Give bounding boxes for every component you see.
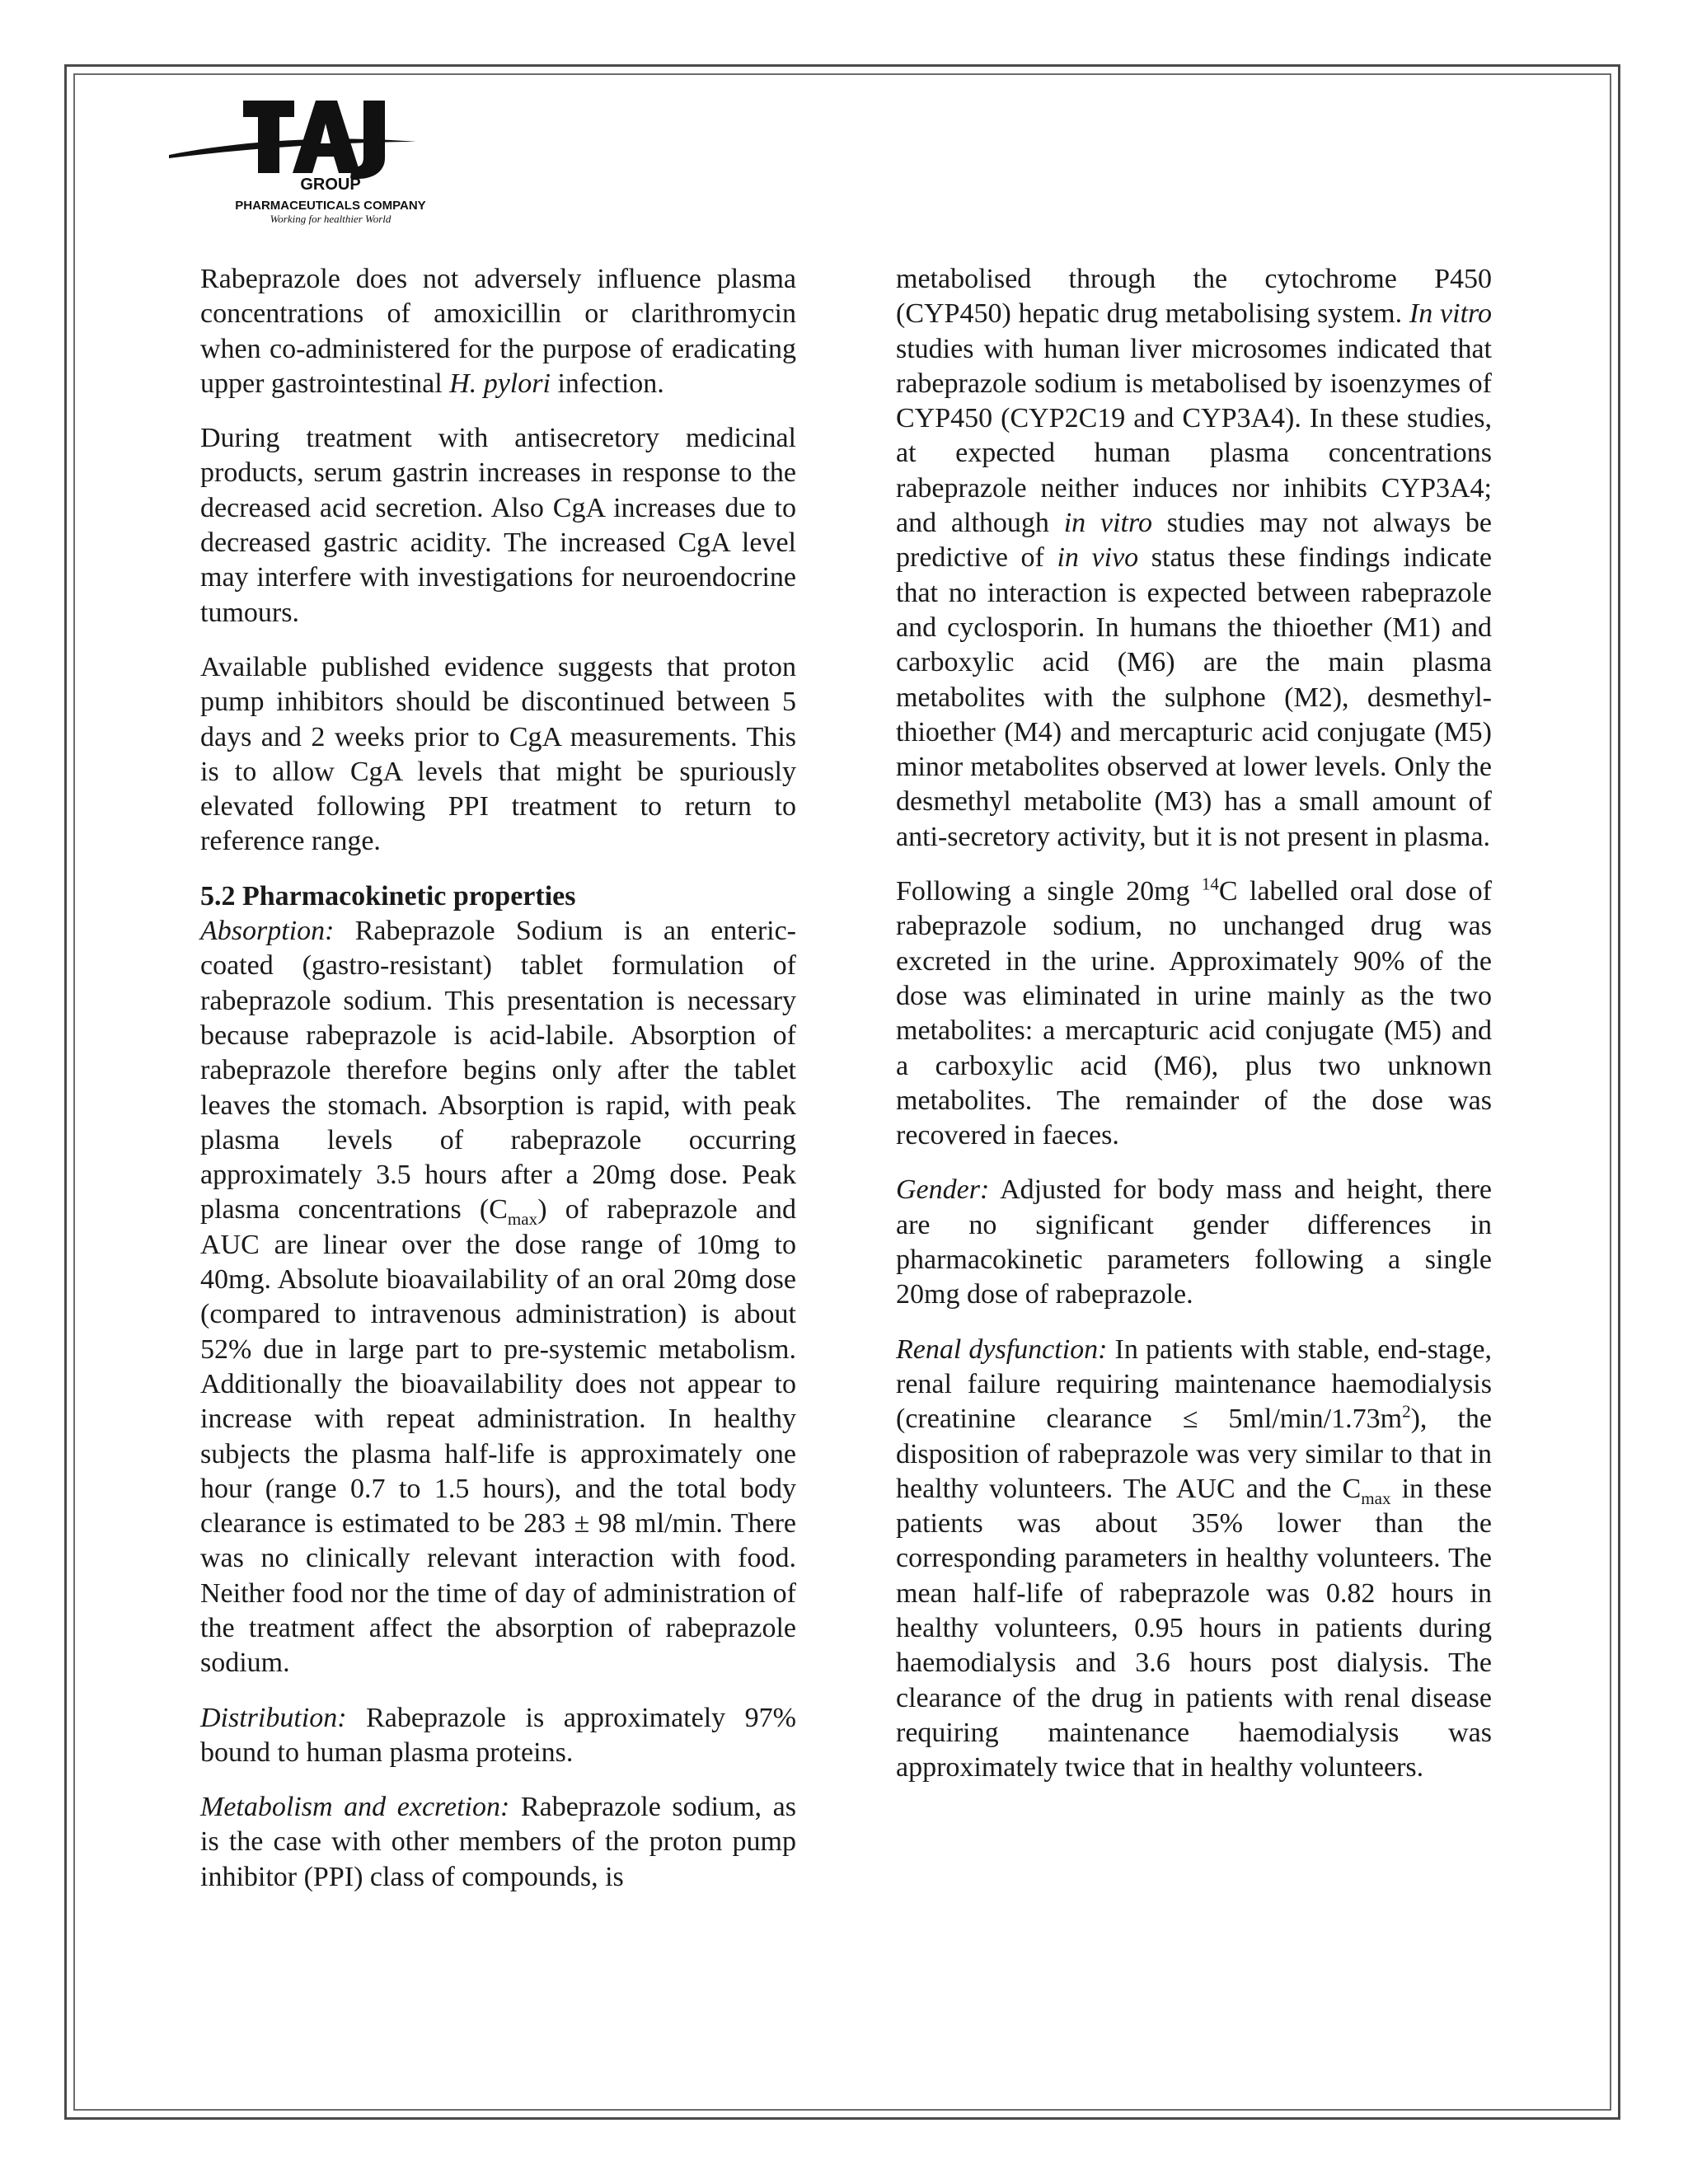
paragraph-renal: Renal dysfunction: In patients with stable, end-stage, renal failure requiring maintenance haemodialysis (creatinine clearance ≤ $5ml/\min/1.73m^2$), the disposition of rabeprazole was very similar to that in healthy volunteers. The AUC and the $C_{max}$ in these patients was about 35% lower than the corresponding parameters in healthy volunteers. The mean half-life of rabeprazole was 0.82 hours in healthy volunteers, 0.95 hours in patients during haemodialysis and 3.6 hours post dialysis. The clearance of the drug in patients with renal disease requiring maintenance haemodialysis was approximately twice that in healthy volunteers. (896, 1333, 1493, 1783)
paragraph-amoxicillin: Rabeprazole does not adversely influence plasma concentrations of amoxicillin or clarithromycin when co-administered for the purpose of eradicating upper gastrointestinal H. pylori infection. (200, 264, 796, 399)
paragraph-gastrin: During treatment with antisecretory medicinal products, serum gastrin increases in response to the decreased acid secretion. Also CgA increases due to decreased gastric acidity. The increased CgA level may interfere with investigations for neuroendocrine tumours. (200, 423, 796, 628)
paragraph-distribution: Distribution: Rabeprazole is approximately 97% bound to human plasma proteins. (200, 1702, 796, 1768)
paragraph-cga: Available published evidence suggests that proton pump inhibitors should be discontinued between 5 days and 2 weeks prior to CgA measurements. This is to allow CgA levels that might be spuriously elevated following PPI treatment to return to reference range. (200, 651, 796, 857)
paragraph-absorption: Absorption: Rabeprazole Sodium is an enteric-coated (gastro-resistant) tablet formulation of rabeprazole sodium. This presentation is necessary because rabeprazole is acid-labile. Absorption of rabeprazole therefore begins only after the tablet leaves the stomach. Absorption is rapid, with peak plasma levels of rabeprazole occurring approximately 3.5 hours after a 20mg dose. Peak plasma concentrations $(C_{max})$ of rabeprazole and AUC are linear over the dose range of 10mg to 40mg. Absolute bioavailability of an oral 20mg dose (compared to intravenous administration) is about 52% due in large part to pre-systemic metabolism. Additionally the bioavailability does not appear to increase with repeat administration. In healthy subjects the plasma half-life is approximately one hour (range 0.7 to 1.5 hours), and the total body clearance is estimated to be 283 ± 98 ml/min. There was no clinically relevant interaction with food. Neither food nor the time of day of administration of the treatment affect the absorption of rabeprazole sodium. (200, 916, 796, 1679)
left-column (200, 262, 796, 1895)
paragraph-metabolism: Metabolism and excretion: Rabeprazole sodium, as is the case with other members of the proton pump inhibitor (PPI) class of compounds, is (200, 1792, 796, 1892)
logo-company-text: PHARMACEUTICALS COMPANY (235, 199, 426, 213)
section-heading: 5.2 Pharmacokinetic properties (200, 880, 576, 912)
logo-tagline-text: Working for healthier World (270, 213, 392, 225)
logo-group-text: GROUP (300, 176, 361, 194)
company-logo (169, 92, 482, 232)
right-column (896, 262, 1492, 1785)
paragraph-gender: Gender: Adjusted for body mass and height, there are no significant gender differences in pharmacokinetic parameters following a single 20mg dose of rabeprazole. (896, 1174, 1492, 1310)
paragraph-cyp450: metabolised through the cytochrome P450 (CYP450) hepatic drug metabolising system. In vitro studies with human liver microsomes indicated that rabeprazole sodium is metabolised by isoenzymes of CYP450 (CYP2C19 and CYP3A4). In these studies, at expected human plasma concentrations rabeprazole neither induces nor inhibits CYP3A4; and although in vitro studies may not always be predictive of in vivo status these findings indicate that no interaction is expected between rabeprazole and cyclosporin. In humans the thioether (M1) and carboxylic acid (M6) are the main plasma metabolites with the sulphone (M2), desmethyl-thioether (M4) and mercapturic acid conjugate (M5) minor metabolites observed at lower levels. Only the desmethyl metabolite (M3) has a small amount of anti-secretory activity, but it is not present in plasma. (896, 264, 1492, 852)
paragraph-labelled-dose: Following a single 20mg $^{14}$C labelled oral dose of rabeprazole sodium, no unchanged drug was excreted in the urine. Approximately 90% of the dose was eliminated in urine mainly as the two metabolites: a mercapturic acid conjugate (M5) and a carboxylic acid (M6), plus two unknown metabolites. The remainder of the dose was recovered in faeces. (896, 874, 1492, 1151)
